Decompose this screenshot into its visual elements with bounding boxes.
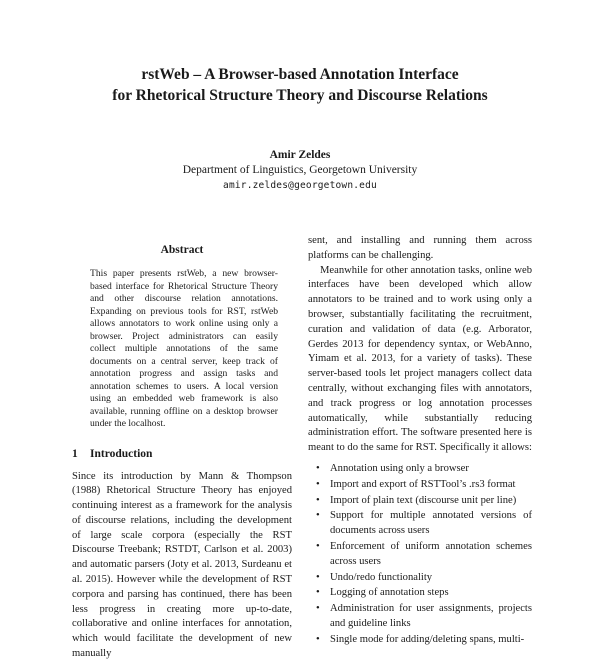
abstract-text: This paper presents rstWeb, a new browser-based interface for Rhetorical Structure Theory and other discourse relation annotations. Expanding on previous tools for RST, rstWeb allows annotators to work online using only a browser. Project administrators can easily collect multiple annotations of the same documents on a central server, keep track of annotation progress and assign tasks and annotation schemes to users. A local version using an embedded web framework is also available, running offline on a desktop browser under the localhost. [90, 268, 278, 429]
bullet-icon: • [316, 510, 320, 522]
list-item [308, 478, 532, 493]
author-block [0, 148, 600, 193]
list-item-text: Annotation using only a browser [330, 462, 469, 474]
list-item [308, 586, 532, 601]
bullet-icon: • [316, 478, 320, 490]
author-affiliation: Department of Linguistics, Georgetown University [182, 164, 418, 176]
section-heading-introduction [72, 447, 292, 462]
bullet-icon: • [316, 571, 320, 583]
list-item [308, 494, 532, 509]
abstract [90, 268, 278, 431]
introduction-paragraph: Since its introduction by Mann & Thompson (1988) Rhetorical Structure Theory has enjoyed continuing interest as a framework for the analysis of discourse relations, including the development of large scale corpora (especially the RST Discourse Treebank; RSTDT, Carlson et al. 2003) and automatic parsers (Joty et al. 2013, Surdeanu et al. 2015). However while the development of RST corpora and parsing has continued, there has been less progress in creating more up-to-date, collaborative and online interfaces for annotation, which would facilitate the development of new manually [72, 470, 292, 660]
section-title: Introduction [90, 447, 153, 460]
list-item-text: Undo/redo functionality [330, 571, 433, 583]
list-item [308, 540, 532, 570]
paper-title [0, 64, 600, 106]
list-item-text: Administration for user assignments, projects and guideline links [330, 603, 532, 629]
bullet-icon: • [316, 462, 320, 474]
abstract-heading: Abstract [160, 244, 204, 256]
bullet-icon: • [316, 587, 320, 599]
feature-list [308, 462, 532, 648]
list-item [308, 462, 532, 477]
author-email: amir.zeldes@georgetown.edu [223, 180, 377, 191]
right-column-body [308, 234, 532, 456]
continued-paragraph: sent, and installing and running them across platforms can be challenging. [308, 235, 532, 261]
left-column [72, 243, 292, 662]
list-item [308, 602, 532, 632]
list-item-text: Logging of annotation steps [330, 587, 449, 599]
bullet-icon: • [316, 633, 320, 645]
list-item-text: Support for multiple annotated versions of documents across users [330, 510, 532, 537]
list-item [308, 633, 532, 648]
bullet-icon: • [316, 494, 320, 506]
list-item-text: Single mode for adding/deleting spans, multi- [330, 633, 525, 645]
section-number: 1 [72, 447, 78, 460]
right-column [308, 234, 532, 649]
list-item-text: Import and export of RSTTool’s .rs3 format [330, 478, 516, 490]
introduction-body [72, 470, 292, 662]
title-line-1: rstWeb – A Browser-based Annotation Interface [141, 66, 459, 83]
author-name: Amir Zeldes [269, 149, 331, 161]
list-item [308, 509, 532, 539]
list-item-text: Enforcement of uniform annotation schemes across users [330, 540, 532, 567]
list-item-text: Import of plain text (discourse unit per line) [330, 494, 517, 506]
web-interfaces-paragraph: Meanwhile for other annotation tasks, online web interfaces have been developed which allow annotators to be trained and to work using only a browser, substantially facilitating the recruitment, curation and validation of data (e.g. Arborator, Gerdes 2013 for dependency syntax, or WebAnno, Yimam et al. 2013, for a variety of tasks). These server-based tools let project managers collect data centrally, without exchanging files with annotators, and track progress or log annotation processes automatically, while substantially reducing administration effort. The software presented here is meant to do the same for RST. Specifically it allows: [308, 264, 532, 454]
list-item [308, 571, 532, 586]
bullet-icon: • [316, 540, 320, 552]
bullet-icon: • [316, 603, 320, 615]
title-line-2: for Rhetorical Structure Theory and Discourse Relations [112, 87, 488, 104]
